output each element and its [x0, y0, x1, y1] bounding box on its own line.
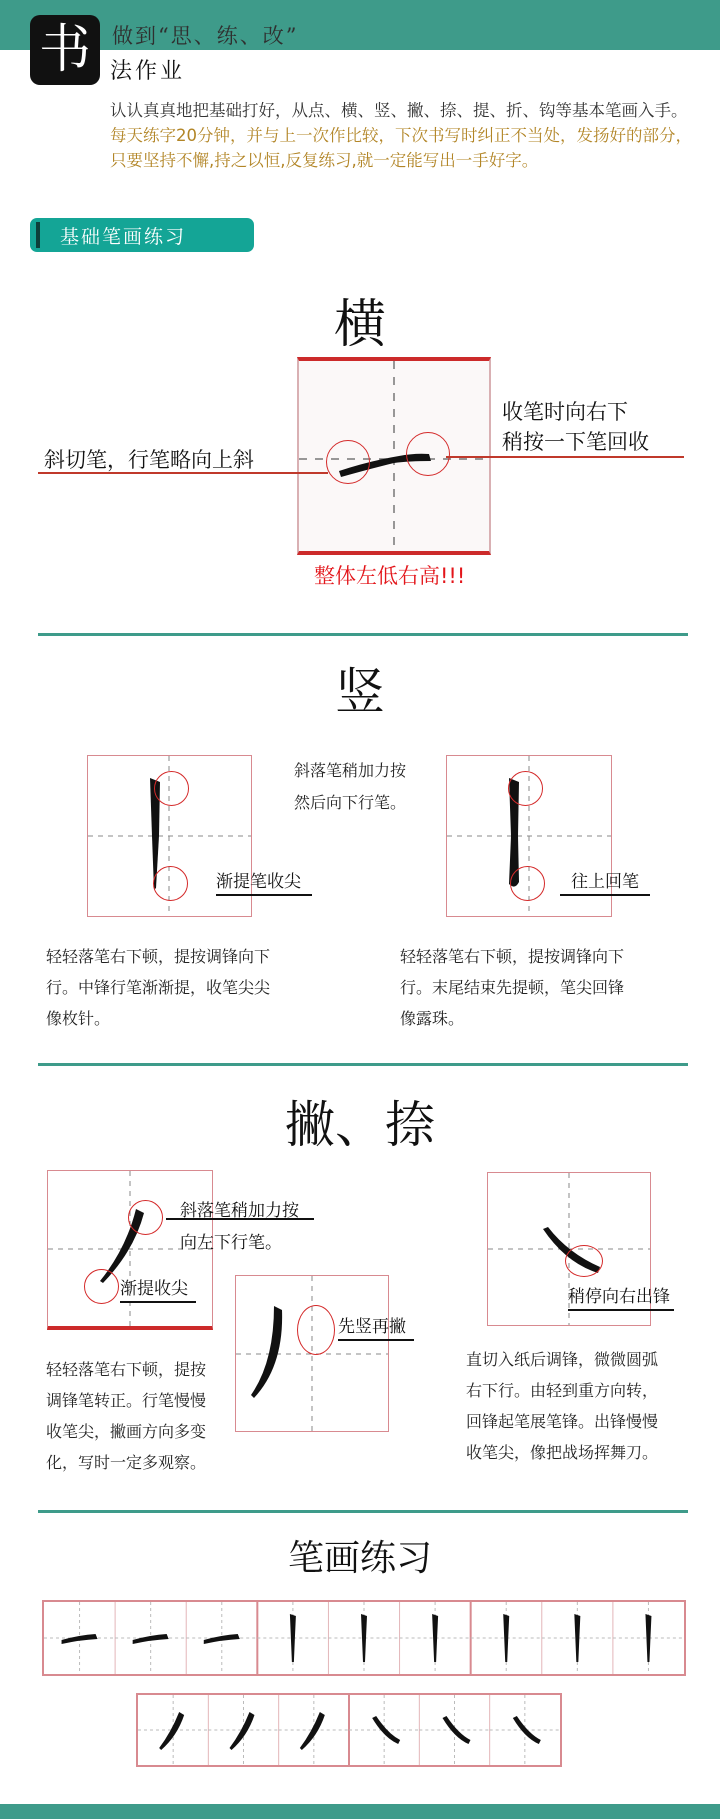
pie-desc-2: 调锋笔转正。行笔慢慢	[46, 1391, 207, 1410]
pie-top-circle	[128, 1200, 163, 1235]
stroke-pie-icon	[300, 1712, 325, 1750]
stroke-heng-icon	[204, 1634, 240, 1644]
row2-cells	[138, 1695, 560, 1765]
practice-cell-shu	[400, 1602, 471, 1674]
stroke-na-icon	[443, 1716, 471, 1744]
practice-cell-shu	[471, 1602, 542, 1674]
practice-cell-pie	[208, 1695, 278, 1765]
shu-right-label: 往上回笔	[560, 867, 650, 896]
practice-cell-shu	[542, 1602, 613, 1674]
intro-plain: 认认真真地把基础打好，从点、横、竖、撇、捺、提、折、钩等基本笔画入手。	[110, 101, 688, 120]
stroke-heng-icon	[133, 1634, 169, 1644]
na-desc-4: 收笔尖，像把战场挥舞刀。	[466, 1443, 659, 1462]
stroke-pie-icon	[159, 1712, 184, 1750]
practice-cell-na	[419, 1695, 489, 1765]
na-circle	[565, 1245, 603, 1277]
practice-cell-shu	[328, 1602, 399, 1674]
stroke-heng-icon	[62, 1634, 98, 1644]
stroke-na-icon	[372, 1716, 400, 1744]
pie-desc-1: 轻轻落笔右下顿，提按	[46, 1360, 207, 1379]
practice-cell-heng	[44, 1602, 115, 1674]
na-label: 稍停向右出锋	[568, 1282, 674, 1311]
shu-title: 竖	[335, 663, 385, 721]
heng-right-pointer	[446, 456, 684, 458]
practice-row-1	[42, 1600, 686, 1676]
shu-left-label: 渐提笔收尖	[216, 867, 312, 896]
shu-right-bottom-circle	[510, 866, 545, 901]
heng-left-note: 斜切笔，行笔略向上斜	[44, 448, 254, 472]
pie-label: 渐提收尖	[120, 1274, 196, 1303]
practice-cell-pie	[279, 1695, 349, 1765]
practice-cell-shu	[257, 1602, 328, 1674]
shupie-label: 先竖再撇	[338, 1312, 414, 1341]
practice-cell-shu	[613, 1602, 684, 1674]
shupie-circle	[297, 1305, 335, 1355]
logo-badge: 书	[30, 15, 100, 85]
top-banner	[0, 0, 720, 50]
heng-start-circle	[326, 440, 370, 484]
heng-right-note-2: 稍按一下笔回收	[502, 430, 649, 454]
heng-end-circle	[406, 432, 450, 476]
practice-cell-na	[490, 1695, 560, 1765]
piena-title: 撇、捺	[285, 1096, 435, 1154]
pie-bottom-circle	[84, 1269, 119, 1304]
shu-right-top-circle	[508, 771, 543, 806]
shu-left-top-circle	[154, 771, 189, 806]
practice-title: 笔画练习	[287, 1538, 432, 1579]
section-tag	[30, 218, 254, 252]
pie-note-2: 向左下行笔。	[180, 1233, 282, 1253]
shu-left-desc-1: 轻轻落笔右下顿，提按调锋向下	[46, 947, 271, 966]
shu-right-desc-2: 行。末尾结束先提顿，笔尖回锋	[400, 978, 625, 997]
divider-2	[38, 1063, 688, 1066]
pie-desc-4: 化，写时一定多观察。	[46, 1453, 207, 1472]
header-title-line1: 做到“思、练、改”	[112, 24, 299, 48]
practice-cell-heng	[186, 1602, 257, 1674]
header-title-line2: 法作业	[110, 59, 186, 84]
heng-title: 横	[333, 295, 386, 355]
shu-right-desc-1: 轻轻落笔右下顿，提按调锋向下	[400, 947, 625, 966]
shu-left-desc-2: 行。中锋行笔渐渐提，收笔尖尖	[46, 978, 271, 997]
na-desc-3: 回锋起笔展笔锋。出锋慢慢	[466, 1412, 659, 1431]
intro-highlight: 每天练字20分钟，并与上一次作比较，下次书写时纠正不当处，发扬好的部分，只要坚持不懈,持之以恒,反复练习,就一定能写出一手好字。	[110, 126, 692, 170]
section-tag-label: 基础笔画练习	[60, 226, 187, 248]
pie-note-1: 斜落笔稍加力按	[180, 1201, 299, 1221]
practice-cell-heng	[115, 1602, 186, 1674]
na-desc-1: 直切入纸后调锋，微微圆弧	[466, 1350, 659, 1369]
heng-right-note-1: 收笔时向右下	[502, 400, 628, 424]
shu-left-desc-3: 像枚针。	[46, 1009, 111, 1028]
practice-row-2	[136, 1693, 562, 1767]
divider-3	[38, 1510, 688, 1513]
shu-left-bottom-circle	[153, 866, 188, 901]
intro-paragraph	[110, 98, 700, 173]
shu-middle-note-2: 然后向下行笔。	[294, 793, 407, 812]
divider-1	[38, 633, 688, 636]
bottom-banner	[0, 1804, 720, 1819]
shu-middle-note-1: 斜落笔稍加力按	[294, 761, 407, 780]
section-tag-marker	[36, 222, 40, 248]
stroke-na-icon	[513, 1716, 541, 1744]
heng-bottom-note: 整体左低右高!!!	[314, 564, 466, 588]
na-desc-2: 右下行。由轻到重方向转，	[466, 1381, 659, 1400]
practice-cell-pie	[138, 1695, 208, 1765]
pie-desc-3: 收笔尖，撇画方向多变	[46, 1422, 207, 1441]
row1-cells	[44, 1602, 684, 1674]
stroke-pie-icon	[230, 1712, 255, 1750]
shu-right-desc-3: 像露珠。	[400, 1009, 465, 1028]
practice-cell-na	[349, 1695, 419, 1765]
